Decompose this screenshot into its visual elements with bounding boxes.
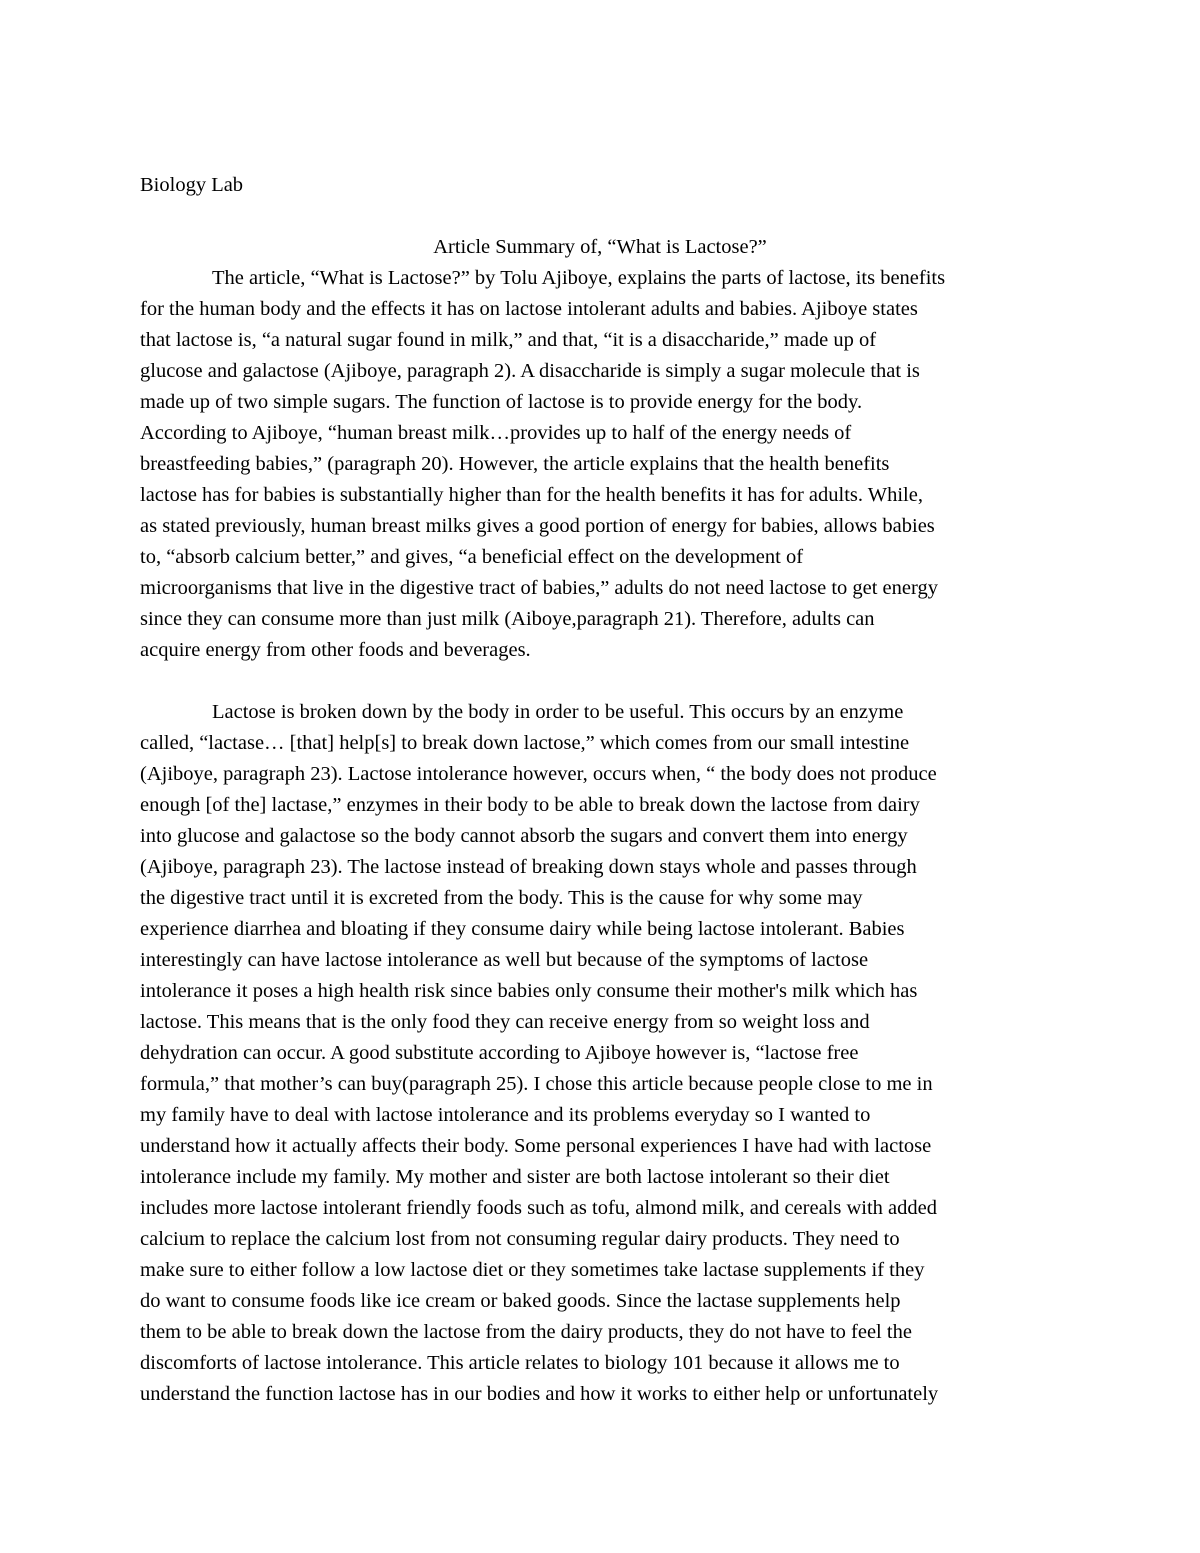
text-line: lactose. This means that is the only food they can receive energy from so weight loss and — [140, 1011, 870, 1033]
text-line: (Ajiboye, paragraph 23). The lactose instead of breaking down stays whole and passes through — [140, 856, 917, 878]
text-line: since they can consume more than just milk (Aiboye,paragraph 21). Therefore, adults can — [140, 608, 875, 630]
text-line: understand how it actually affects their body. Some personal experiences I have had with lactose — [140, 1135, 932, 1157]
paragraph-1 — [140, 263, 1060, 666]
text-line: According to Ajiboye, “human breast milk…provides up to half of the energy needs of — [140, 422, 852, 444]
text-line: the digestive tract until it is excreted from the body. This is the cause for why some may — [140, 887, 863, 909]
text-line: enough [of the] lactase,” enzymes in their body to be able to break down the lactose from dairy — [140, 794, 920, 816]
text-line: microorganisms that live in the digestive tract of babies,” adults do not need lactose to get energy — [140, 577, 938, 599]
text-line: calcium to replace the calcium lost from not consuming regular dairy products. They need to — [140, 1228, 900, 1250]
text-line: understand the function lactose has in our bodies and how it works to either help or unfortunately — [140, 1383, 939, 1405]
text-line: as stated previously, human breast milks gives a good portion of energy for babies, allows babies — [140, 515, 935, 537]
text-line: them to be able to break down the lactose from the dairy products, they do not have to feel the — [140, 1321, 912, 1343]
text-line: discomforts of lactose intolerance. This article relates to biology 101 because it allows me to — [140, 1352, 900, 1374]
text-line: called, “lactase… [that] help[s] to break down lactose,” which comes from our small intestine — [140, 732, 910, 754]
course-label: Biology Lab — [140, 174, 244, 196]
text-line: for the human body and the effects it has on lactose intolerant adults and babies. Ajiboye states — [140, 298, 918, 320]
text-line: (Ajiboye, paragraph 23). Lactose intolerance however, occurs when, “ the body does not produce — [140, 763, 937, 785]
text-line: that lactose is, “a natural sugar found in milk,” and that, “it is a disaccharide,” made up of — [140, 329, 877, 351]
text-line: made up of two simple sugars. The function of lactose is to provide energy for the body. — [140, 391, 863, 413]
text-line: dehydration can occur. A good substitute according to Ajiboye however is, “lactose free — [140, 1042, 859, 1064]
text-line: The article, “What is Lactose?” by Tolu Ajiboye, explains the parts of lactose, its benefits — [212, 267, 946, 289]
text-line: do want to consume foods like ice cream or baked goods. Since the lactase supplements help — [140, 1290, 901, 1312]
text-line: make sure to either follow a low lactose diet or they sometimes take lactase supplements if they — [140, 1259, 925, 1281]
text-line: experience diarrhea and bloating if they consume dairy while being lactose intolerant. Babies — [140, 918, 905, 940]
text-line: formula,” that mother’s can buy(paragraph 25). I chose this article because people close to me in — [140, 1073, 933, 1095]
text-line: into glucose and galactose so the body cannot absorb the sugars and convert them into energy — [140, 825, 908, 847]
text-line: intolerance include my family. My mother and sister are both lactose intolerant so their diet — [140, 1166, 890, 1188]
text-line: breastfeeding babies,” (paragraph 20). However, the article explains that the health benefits — [140, 453, 890, 475]
text-line: includes more lactose intolerant friendly foods such as tofu, almond milk, and cereals with added — [140, 1197, 937, 1219]
document-title: Article Summary of, “What is Lactose?” — [433, 236, 767, 258]
text-line: interestingly can have lactose intolerance as well but because of the symptoms of lactose — [140, 949, 869, 971]
text-line: to, “absorb calcium better,” and gives, “a beneficial effect on the development of — [140, 546, 804, 568]
paragraph-2 — [140, 697, 1060, 1410]
text-line: acquire energy from other foods and beverages. — [140, 639, 531, 661]
text-line: intolerance it poses a high health risk since babies only consume their mother's milk which has — [140, 980, 918, 1002]
text-line: Lactose is broken down by the body in order to be useful. This occurs by an enzyme — [212, 701, 904, 723]
text-line: glucose and galactose (Ajiboye, paragraph 2). A disaccharide is simply a sugar molecule that is — [140, 360, 920, 382]
text-line: my family have to deal with lactose intolerance and its problems everyday so I wanted to — [140, 1104, 871, 1126]
text-line: lactose has for babies is substantially higher than for the health benefits it has for adults. While, — [140, 484, 923, 506]
